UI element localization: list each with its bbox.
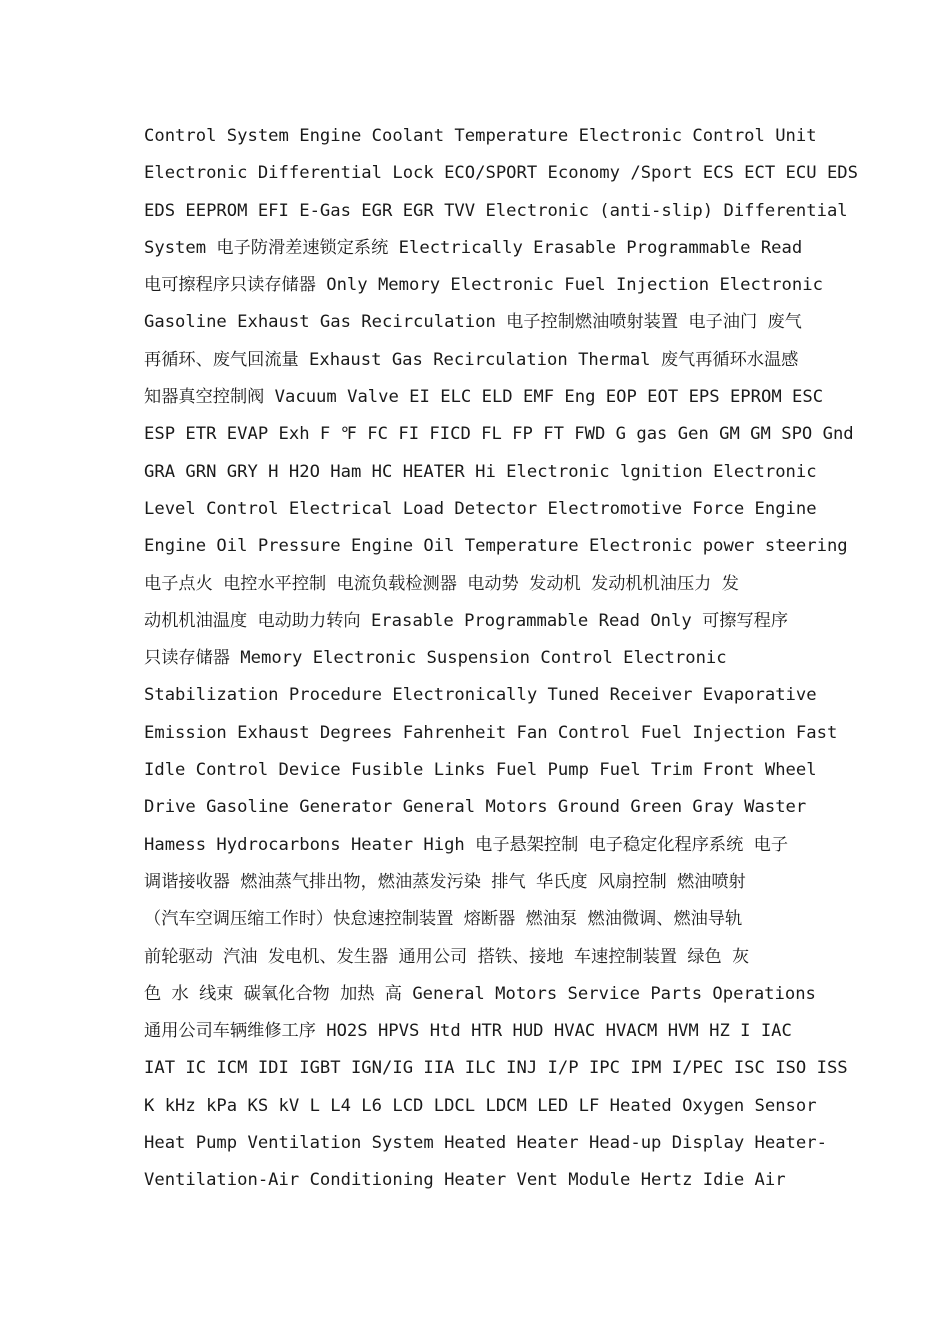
- text-line: 只读存储器 Memory Electronic Suspension Control Electronic: [144, 648, 727, 669]
- text-line: 电子点火 电控水平控制 电流负载检测器 电动势 发动机 发动机机油压力 发: [144, 573, 739, 594]
- text-line: GRA GRN GRY H H2O Ham HC HEATER Hi Electronic lgnition Electronic: [144, 461, 817, 482]
- text-line: Stabilization Procedure Electronically Tuned Receiver Evaporative: [144, 685, 817, 706]
- text-line: 电可擦程序只读存储器 Only Memory Electronic Fuel Injection Electronic: [144, 275, 823, 296]
- text-line: Ventilation-Air Conditioning Heater Vent Module Hertz Idie Air: [144, 1170, 786, 1191]
- text-line: 色 水 线束 碳氧化合物 加热 高 General Motors Service Parts Operations: [144, 983, 816, 1004]
- text-line: Control System Engine Coolant Temperature Electronic Control Unit: [144, 126, 817, 146]
- text-line: K kHz kPa KS kV L L4 L6 LCD LDCL LDCM LED LF Heated Oxygen Sensor: [144, 1095, 817, 1116]
- text-line: 再循环、废气回流量 Exhaust Gas Recirculation Thermal 废气再循环水温感: [144, 349, 799, 370]
- text-line: Drive Gasoline Generator General Motors Ground Green Gray Waster: [144, 797, 807, 818]
- text-line: Engine Oil Pressure Engine Oil Temperature Electronic power steering: [144, 536, 848, 557]
- text-line: 调谐接收器 燃油蒸气排出物，燃油蒸发污染 排气 华氏度 风扇控制 燃油喷射: [144, 871, 746, 892]
- text-line: EDS EEPROM EFI E-Gas EGR EGR TVV Electronic (anti-slip) Differential: [144, 200, 848, 221]
- text-line: Electronic Differential Lock ECO/SPORT Economy /Sport ECS ECT ECU EDS: [144, 163, 858, 184]
- text-line: Emission Exhaust Degrees Fahrenheit Fan Control Fuel Injection Fast: [144, 722, 838, 743]
- text-line: （汽车空调压缩工作时）快怠速控制装置 熔断器 燃油泵 燃油微调、燃油导轨: [144, 909, 743, 930]
- document-body: [144, 118, 858, 1200]
- text-line: Level Control Electrical Load Detector Electromotive Force Engine: [144, 498, 817, 519]
- text-line: Heat Pump Ventilation System Heated Heater Head-up Display Heater-: [144, 1133, 827, 1154]
- text-line: Gasoline Exhaust Gas Recirculation 电子控制燃油喷射装置 电子油门 废气: [144, 312, 802, 333]
- text-line: Hamess Hydrocarbons Heater High 电子悬架控制 电子稳定化程序系统 电子: [144, 834, 789, 855]
- text-line: Idle Control Device Fusible Links Fuel Pump Fuel Trim Front Wheel: [144, 760, 817, 781]
- text-line: IAT IC ICM IDI IGBT IGN/IG IIA ILC INJ I/P IPC IPM I/PEC ISC ISO ISS: [144, 1058, 848, 1079]
- text-line: 知器真空控制阀 Vacuum Valve EI ELC ELD EMF Eng EOP EOT EPS EPROM ESC: [144, 387, 824, 408]
- text-line: System 电子防滑差速锁定系统 Electrically Erasable Programmable Read: [144, 237, 803, 258]
- text-line: 动机机油温度 电动助力转向 Erasable Programmable Read Only 可擦写程序: [144, 610, 789, 631]
- text-line: ESP ETR EVAP Exh F ℉ FC FI FICD FL FP FT FWD G gas Gen GM GM SPO Gnd: [144, 424, 854, 445]
- text-line: 前轮驱动 汽油 发电机、发生器 通用公司 搭铁、接地 车速控制装置 绿色 灰: [144, 946, 750, 967]
- text-line: 通用公司车辆维修工序 HO2S HPVS Htd HTR HUD HVAC HVACM HVM HZ I IAC: [144, 1021, 792, 1042]
